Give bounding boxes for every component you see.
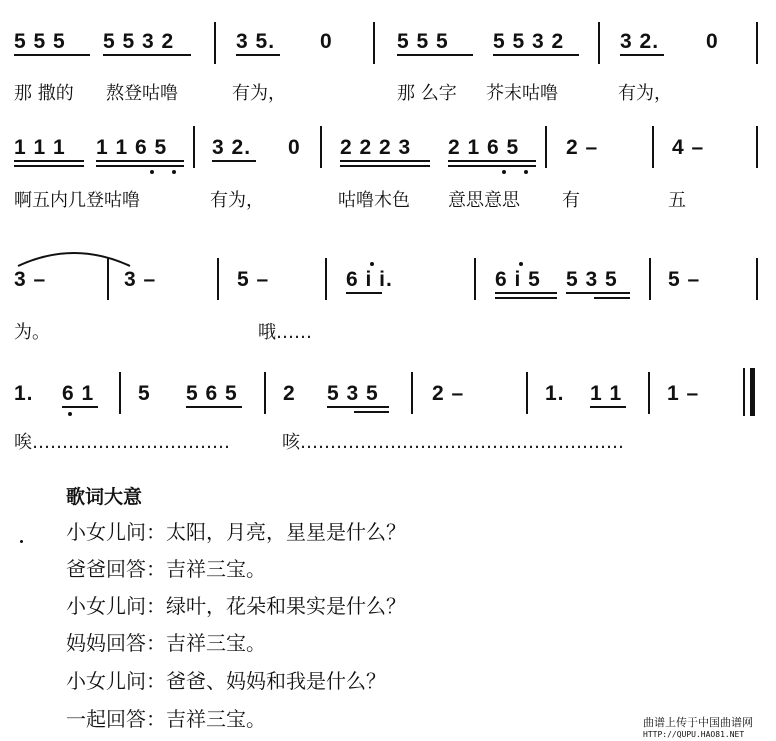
lyric: 为。: [14, 322, 50, 343]
low-octave-dot: [68, 412, 72, 416]
bar-line: [598, 22, 600, 64]
lyric: 啊五内几登咕噜: [14, 190, 140, 211]
beam-underline: [397, 54, 473, 56]
note-group: 1 1 1: [14, 136, 66, 159]
bar-line: [652, 126, 654, 168]
tie-slur: [14, 246, 134, 270]
lyric: 意思意思: [448, 190, 520, 211]
high-octave-dot: [519, 262, 523, 266]
lyric: 五: [668, 190, 686, 211]
note-group: 5 5 5: [397, 30, 449, 53]
lyric: 有: [562, 190, 580, 211]
bar-line: [217, 258, 219, 300]
beam-underline: [62, 406, 98, 408]
beam-underline: [14, 165, 84, 167]
bar-line: [545, 126, 547, 168]
note-group: 2 1 6 5: [448, 136, 520, 159]
note-group: 5 5 3 2: [103, 30, 175, 53]
final-bar-thick: [750, 368, 755, 416]
note-group: 2 2 2 3: [340, 136, 412, 159]
bar-line: [756, 22, 758, 64]
bar-line: [320, 126, 322, 168]
note-group: 3 2.: [620, 30, 660, 53]
lyric: 那 么字: [397, 83, 457, 104]
beam-underline: [340, 165, 430, 167]
note-group: 5: [138, 382, 151, 405]
low-octave-dot: [502, 170, 506, 174]
beam-underline: [590, 406, 626, 408]
beam-underline: [354, 411, 389, 413]
note-group: 1.: [14, 382, 34, 405]
note-group: 3 –: [14, 268, 47, 291]
lyric: 有为，: [232, 83, 286, 104]
note-group: 6 i i.: [346, 268, 393, 291]
note-group: 3 5.: [236, 30, 276, 53]
bar-line: [526, 372, 528, 414]
watermark-url: HTTP://QUPU.HAO81.NET: [643, 730, 745, 739]
bar-line: [373, 22, 375, 64]
note-group: 5 –: [237, 268, 270, 291]
note-group: 1 –: [667, 382, 700, 405]
bar-line: [648, 372, 650, 414]
final-bar-thin: [743, 368, 745, 416]
meaning-line: 小女儿问：绿叶，花朵和果实是什么？: [66, 594, 406, 618]
lyric: 咕噜木色: [338, 190, 410, 211]
meaning-line: 一起回答：吉祥三宝。: [66, 707, 266, 731]
note-group: 3 –: [124, 268, 157, 291]
bar-line: [756, 258, 758, 300]
lyric: 那 撒的: [14, 83, 74, 104]
note-group: 5 5 5: [14, 30, 66, 53]
rest: 0: [288, 136, 301, 159]
beam-underline: [448, 160, 536, 162]
note-group: 5 3 5: [327, 382, 379, 405]
bar-line: [119, 372, 121, 414]
low-octave-dot: [172, 170, 176, 174]
note-group: 4 –: [672, 136, 705, 159]
high-octave-dot: [370, 262, 374, 266]
beam-underline: [340, 160, 430, 162]
beam-underline: [493, 54, 579, 56]
meaning-line: 小女儿问：太阳，月亮，星星是什么？: [66, 520, 406, 544]
bar-line: [411, 372, 413, 414]
bar-line: [649, 258, 651, 300]
note-group: 5 3 5: [566, 268, 618, 291]
beam-underline: [103, 54, 191, 56]
stray-mark: [20, 540, 23, 543]
lyric: 唉……………………………: [14, 432, 230, 453]
beam-underline: [186, 406, 242, 408]
note-group: 6 i 5: [495, 268, 541, 291]
beam-underline: [212, 160, 256, 162]
beam-underline: [495, 297, 557, 299]
beam-underline: [495, 292, 557, 294]
lyric: 芥末咕噜: [486, 83, 558, 104]
watermark-text: 曲谱上传于中国曲谱网: [643, 716, 753, 729]
note-group: 5 6 5: [186, 382, 238, 405]
beam-underline: [594, 297, 630, 299]
lyric: 哦……: [258, 322, 312, 343]
meaning-line: 爸爸回答：吉祥三宝。: [66, 557, 266, 581]
beam-underline: [566, 292, 630, 294]
note-group: 6 1: [62, 382, 95, 405]
note-group: 1.: [545, 382, 565, 405]
note-group: 3 2.: [212, 136, 252, 159]
bar-line: [193, 126, 195, 168]
rest: 0: [706, 30, 719, 53]
meaning-heading: 歌词大意: [66, 486, 143, 508]
lyric: 有为，: [618, 83, 672, 104]
beam-underline: [448, 165, 536, 167]
beam-underline: [620, 54, 664, 56]
bar-line: [325, 258, 327, 300]
rest: 0: [320, 30, 333, 53]
note-group: 2 –: [566, 136, 599, 159]
beam-underline: [327, 406, 389, 408]
note-group: 2 –: [432, 382, 465, 405]
beam-underline: [14, 54, 90, 56]
beam-underline: [14, 160, 84, 162]
beam-underline: [96, 160, 184, 162]
note-group: 5 –: [668, 268, 701, 291]
bar-line: [756, 126, 758, 168]
meaning-line: 小女儿问：爸爸、妈妈和我是什么？: [66, 669, 386, 693]
note-group: 2: [283, 382, 296, 405]
bar-line: [214, 22, 216, 64]
lyric: 有为，: [210, 190, 264, 211]
bar-line: [474, 258, 476, 300]
bar-line: [107, 258, 109, 300]
beam-underline: [236, 54, 280, 56]
lyric: 咳………………………………………………: [282, 432, 624, 453]
lyric: 熬登咕噜: [106, 83, 178, 104]
meaning-line: 妈妈回答：吉祥三宝。: [66, 631, 266, 655]
low-octave-dot: [150, 170, 154, 174]
bar-line: [264, 372, 266, 414]
note-group: 1 1 6 5: [96, 136, 168, 159]
low-octave-dot: [524, 170, 528, 174]
note-group: 5 5 3 2: [493, 30, 565, 53]
beam-underline: [96, 165, 184, 167]
note-group: 1 1: [590, 382, 623, 405]
beam-underline: [346, 292, 382, 294]
